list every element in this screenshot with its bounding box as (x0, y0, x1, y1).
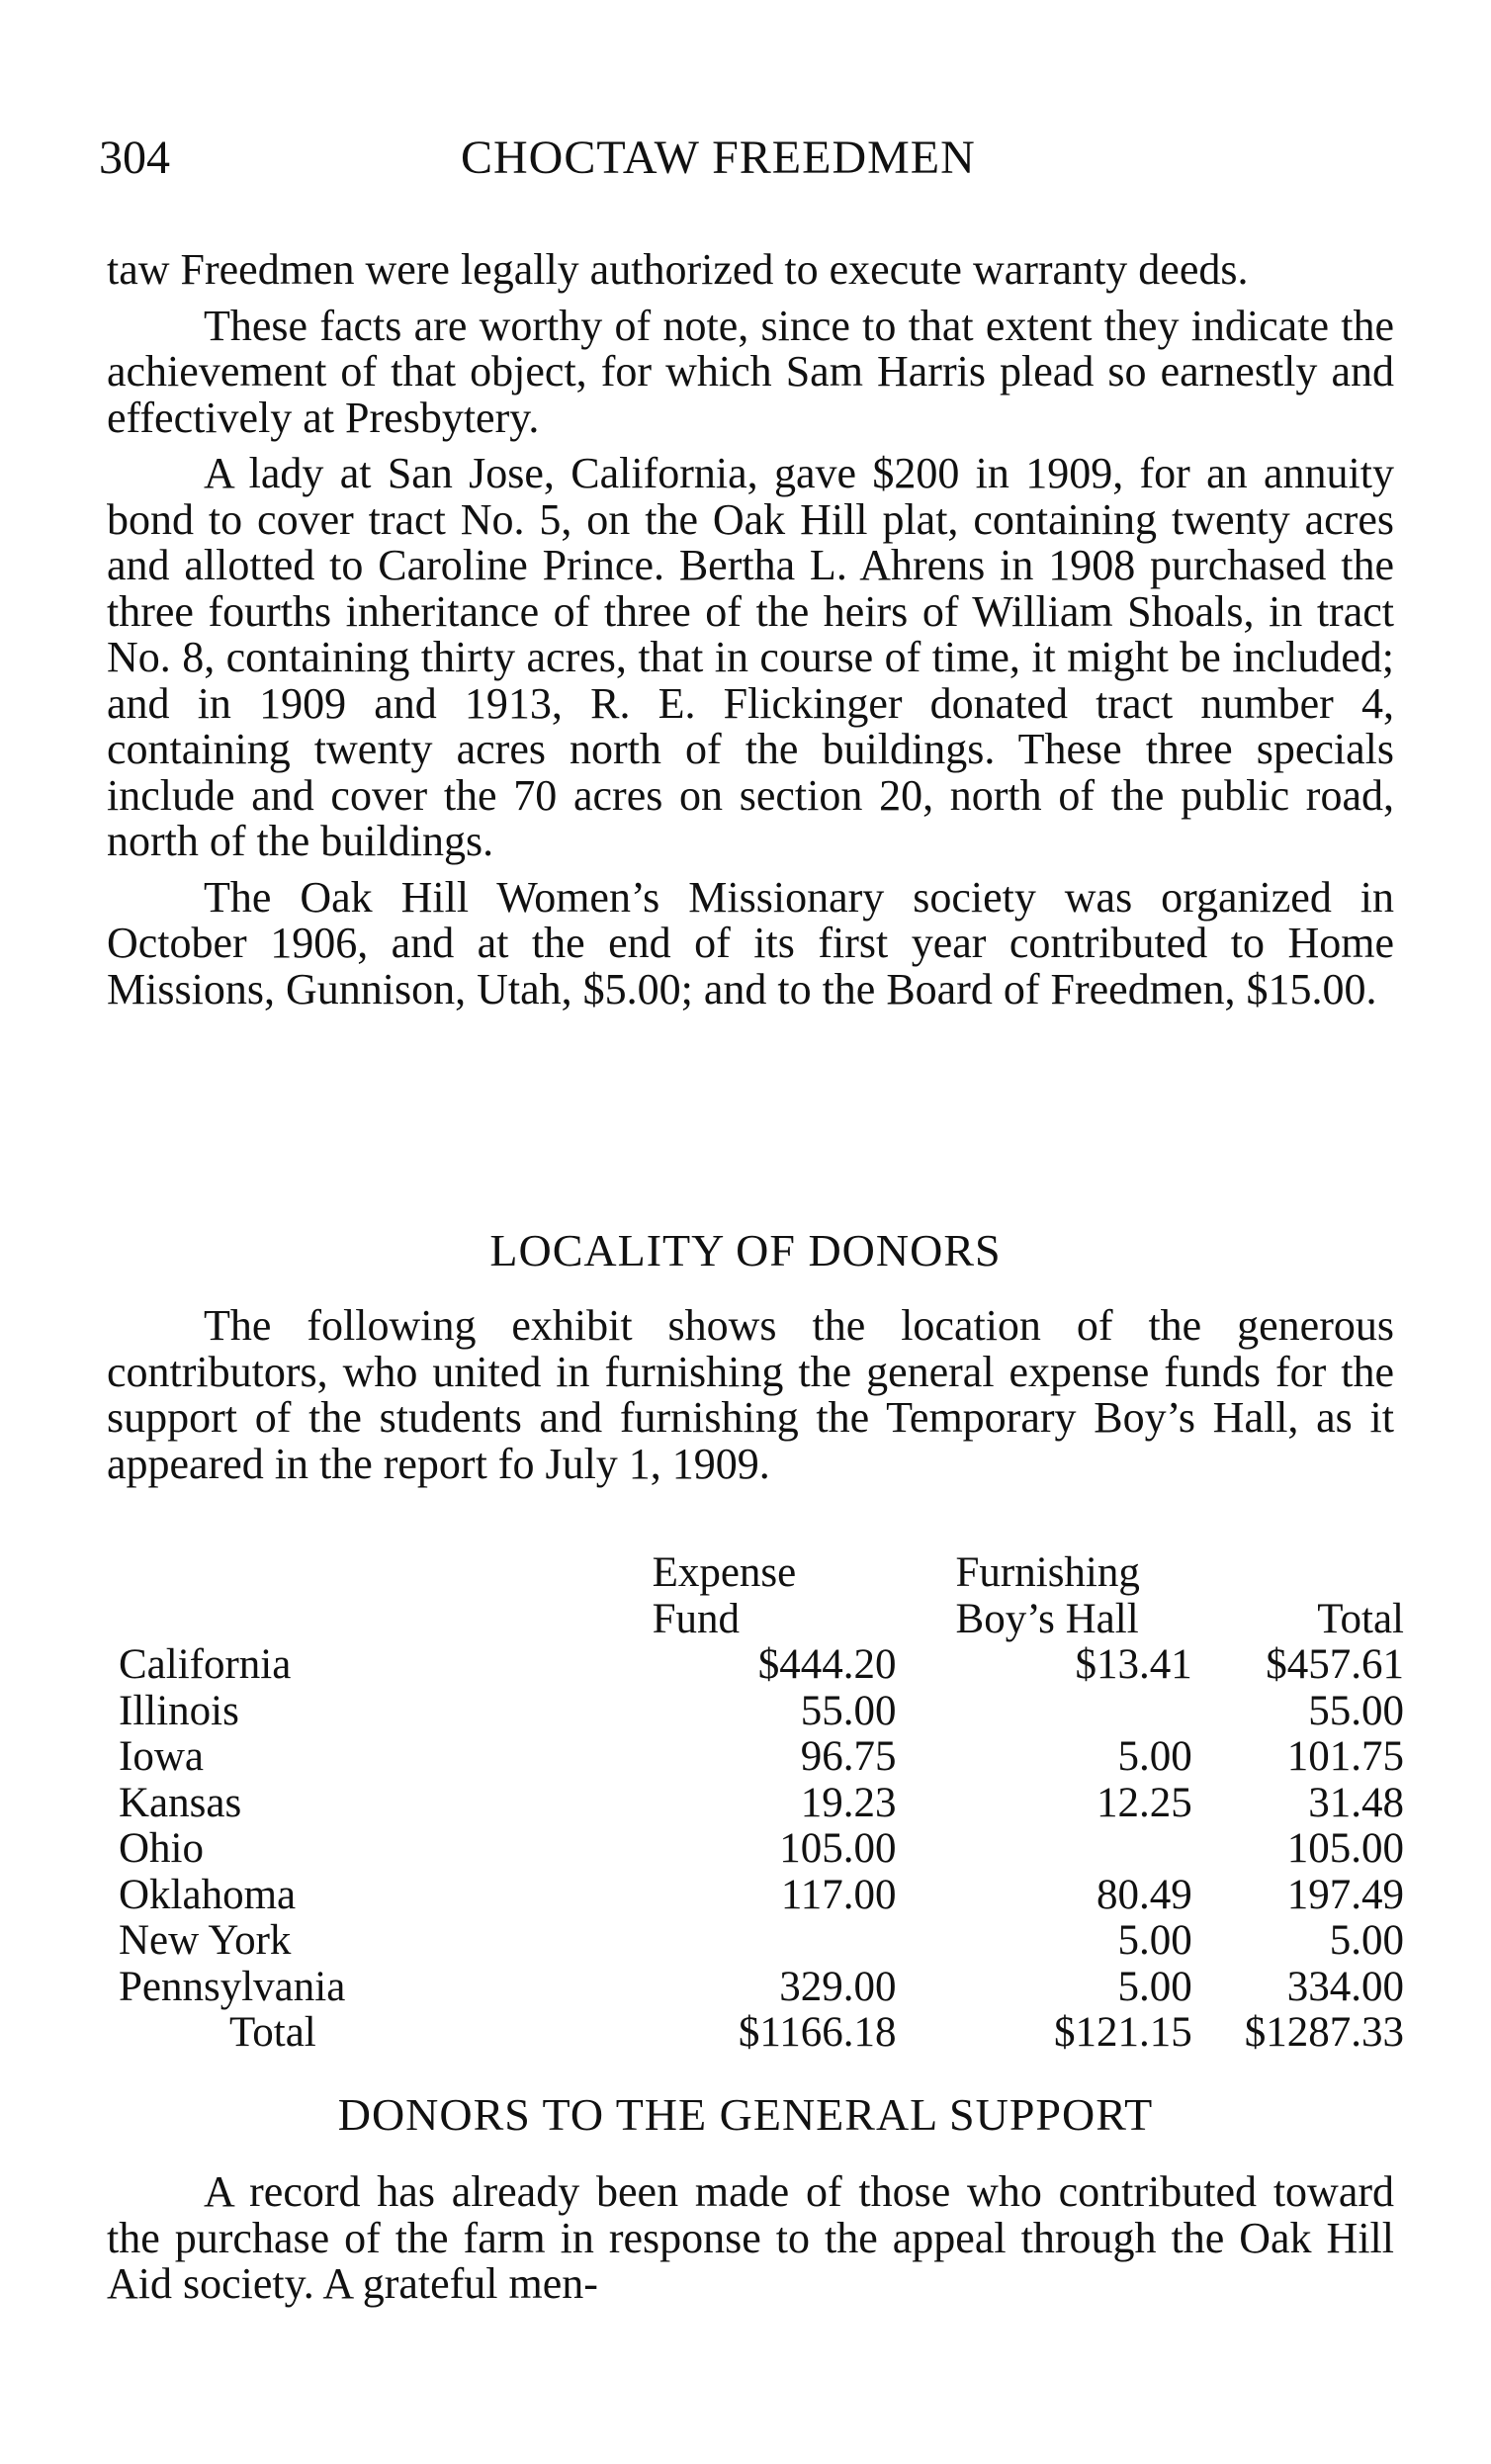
expense-cell: 105.00 (779, 1825, 897, 1872)
table-row (119, 1689, 1404, 1735)
total-cell: 31.48 (1308, 1779, 1404, 1826)
paragraph: The Oak Hill Women’s Missionary society was organized in October 1906, and at the end of its first year contributed to Home Missions, Gunnison, Utah, $5.00; and to the Board of Freedmen, $15.00. (107, 872, 1394, 1013)
furnishing-cell: 5.00 (1117, 1963, 1192, 2010)
expense-total-cell: $1166.18 (738, 2009, 897, 2056)
table-row (119, 1734, 1404, 1781)
state-cell: Illinois (119, 1687, 239, 1734)
expense-cell: 55.00 (800, 1687, 897, 1734)
donors-table (119, 1550, 1404, 2057)
furnishing-cell: 5.00 (1117, 1917, 1192, 1964)
page-number: 304 (99, 132, 170, 184)
table-row (119, 1642, 1404, 1689)
total-cell: 105.00 (1286, 1825, 1404, 1872)
furnishing-cell: 12.25 (1096, 1779, 1192, 1826)
table-row (119, 1965, 1404, 2011)
header-expense-line2: Fund (652, 1595, 740, 1642)
table-header-row (119, 1550, 1404, 1597)
expense-cell: 117.00 (780, 1871, 897, 1918)
paragraph: A lady at San Jose, California, gave $200 in 1909, for an annuity bond to cover tract No. 5, on the Oak Hill plat, containing twenty acres and allotted to Caroline Prince. Bertha L. Ahrens in 1908 purchased the three fourths inheritance of three of the heirs of William Shoals, in tract No. 8, containing thirty acres, that in course of time, it might be included; and in 1909 and 1913, R. E. Flickinger donated tract number 4, containing twenty acres north of the buildings. These three specials include and cover the 70 acres on section 20, north of the public road, north of the buildings. (107, 449, 1394, 865)
table-row (119, 1918, 1404, 1965)
furnishing-cell (897, 1826, 1192, 1873)
locality-intro (107, 1303, 1394, 1497)
table-header-row (119, 1597, 1404, 1643)
state-cell: Ohio (119, 1825, 204, 1872)
paragraph: A record has already been made of those who contributed toward the purchase of the farm in response to the appeal through the Oak Hill Aid society. A grateful men- (107, 2167, 1394, 2308)
table-row (119, 1826, 1404, 1873)
expense-cell: 96.75 (800, 1733, 897, 1780)
section-title-locality: LOCALITY OF DONORS (489, 1225, 1002, 1276)
state-cell: New York (119, 1917, 292, 1964)
total-cell: 197.49 (1286, 1871, 1404, 1918)
header-furnishing-line1: Furnishing (955, 1549, 1140, 1596)
furnishing-total-cell: $121.15 (1054, 2009, 1192, 2056)
general-support-text (107, 2169, 1394, 2318)
expense-cell: $444.20 (757, 1641, 897, 1688)
total-cell: 334.00 (1286, 1963, 1404, 2010)
table-row (119, 1781, 1404, 1827)
expense-cell: 19.23 (800, 1779, 897, 1826)
total-cell: 101.75 (1286, 1733, 1404, 1780)
furnishing-cell: 5.00 (1117, 1733, 1192, 1780)
total-label: Total (229, 2009, 316, 2056)
paragraph: taw Freedmen were legally authorized to execute warranty deeds. (107, 245, 1249, 294)
expense-cell (526, 1918, 897, 1965)
header-furnishing-line2: Boy’s Hall (955, 1595, 1139, 1642)
paragraph: These facts are worthy of note, since to that extent they indicate the achievement of that object, for which Sam Harris plead so earnestly and effectively at Presbytery. (107, 301, 1394, 442)
furnishing-cell: 80.49 (1096, 1871, 1192, 1918)
state-cell: Kansas (119, 1779, 242, 1826)
running-title: CHOCTAW FREEDMEN (461, 132, 976, 184)
table-total-row (119, 2010, 1404, 2057)
paragraph: The following exhibit shows the location of the generous contributors, who united in furnishing the general expense funds for the support of the students and furnishing the Temporary Boy’s Hall, as it appeared in the report fo July 1, 1909. (107, 1301, 1394, 1488)
page-header (99, 131, 1422, 200)
expense-cell: 329.00 (779, 1963, 897, 2010)
header-expense-line1: Expense (652, 1549, 797, 1596)
furnishing-cell: $13.41 (1075, 1641, 1192, 1688)
state-cell: Pennsylvania (119, 1963, 346, 2010)
total-cell: $457.61 (1266, 1641, 1404, 1688)
total-cell: 5.00 (1329, 1917, 1404, 1964)
furnishing-cell (897, 1689, 1192, 1735)
total-cell: 55.00 (1308, 1687, 1404, 1734)
body-text (107, 247, 1394, 1022)
state-cell: Oklahoma (119, 1871, 297, 1918)
state-cell: Iowa (119, 1733, 204, 1780)
state-cell: California (119, 1641, 292, 1688)
header-total: Total (1317, 1595, 1404, 1642)
section-title-general-support: DONORS TO THE GENERAL SUPPORT (337, 2089, 1154, 2140)
grand-total-cell: $1287.33 (1244, 2009, 1404, 2056)
table-row (119, 1873, 1404, 1919)
